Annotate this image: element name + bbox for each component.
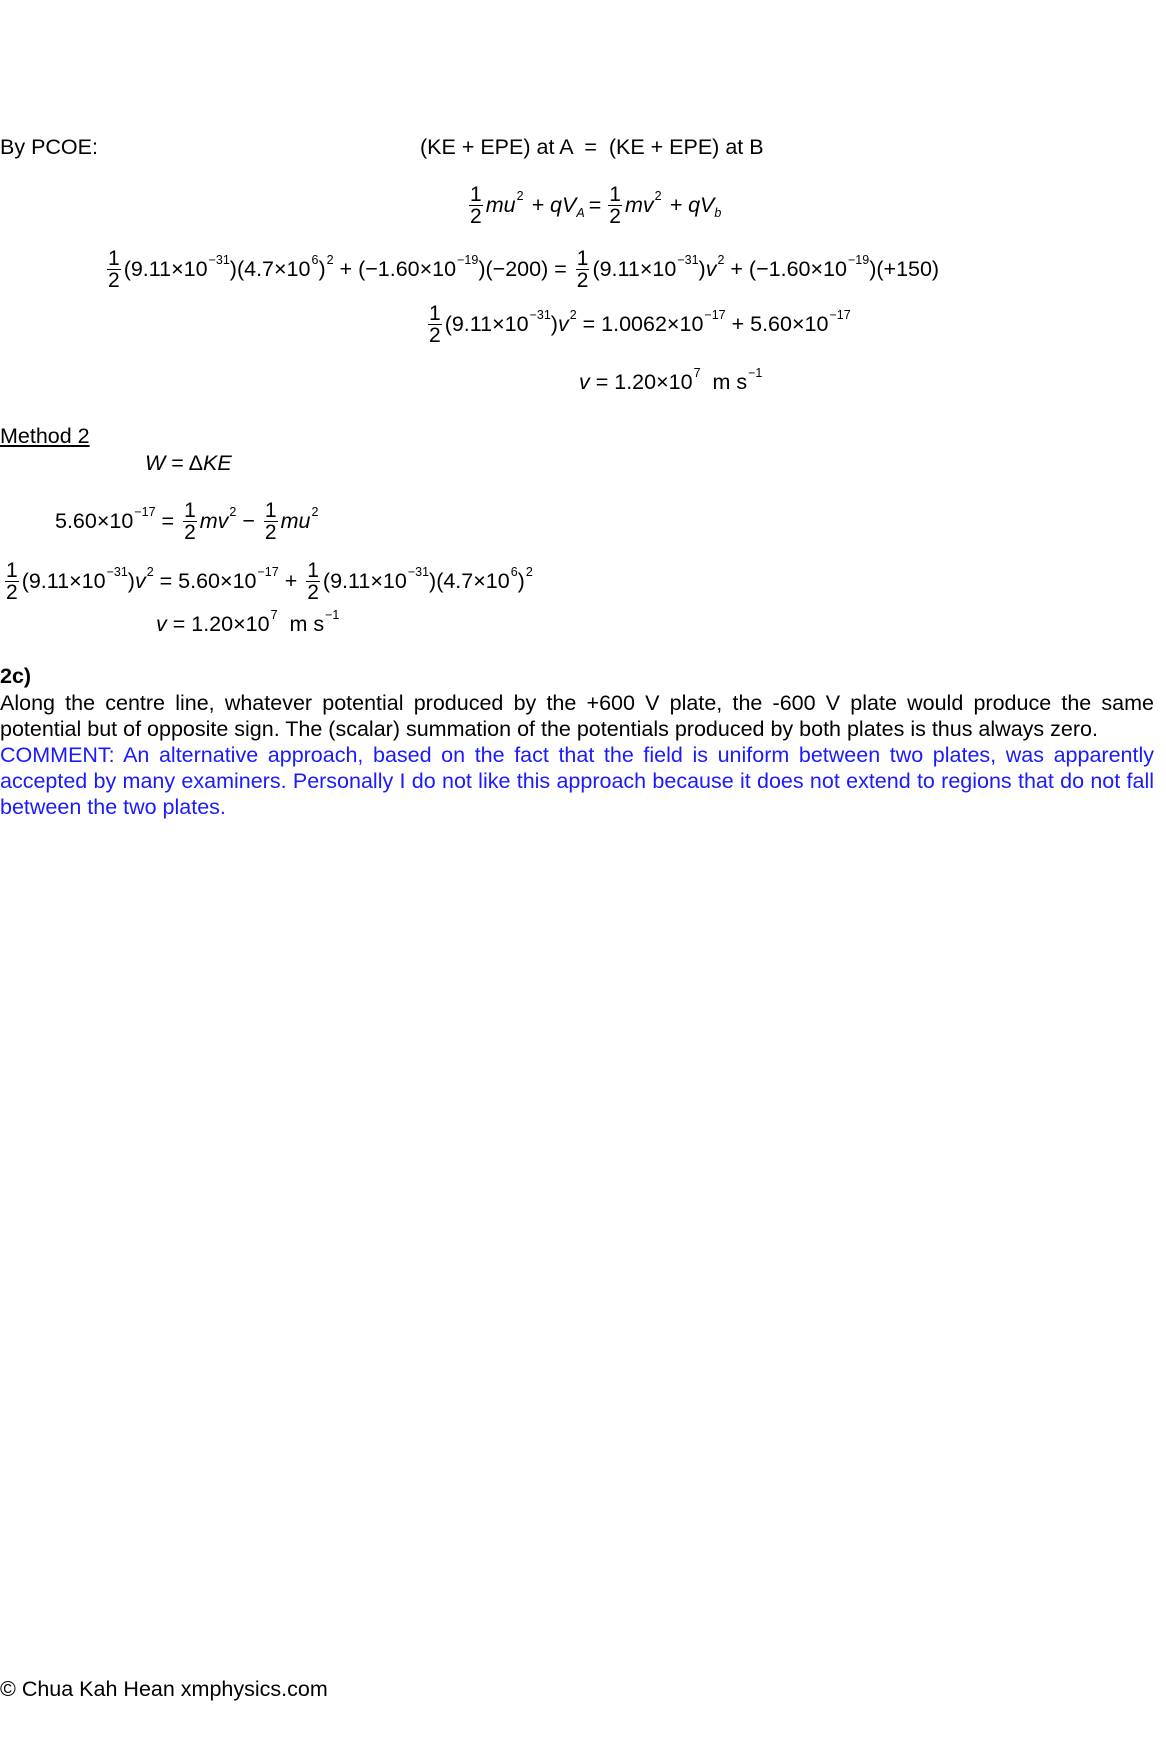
fraction-half: $\frac{1}{2}$ (6, 559, 18, 605)
fraction-half: $\frac{1}{2}$ (264, 499, 277, 545)
footer-copyright: © Chua Kah Hean xmphysics.com (0, 1677, 328, 1701)
pcoe-statement: (KE + EPE) at A = (KE + EPE) at B (420, 135, 764, 159)
fraction-half: $\frac{1}{2}$ (576, 247, 589, 293)
fraction-half: $\frac{1}{2}$ (470, 183, 482, 229)
method2-equation-1: W = Δ KE (145, 451, 232, 475)
fraction-half: $\frac{1}{2}$ (184, 499, 196, 545)
method2-equation-3: $\frac{1}{2}$ (9.11×10 $^{-31}$ ) v $^2$ = 5.60×10 $^{-17}$ + $\frac{1}{2}$ (9.11×10 $^{-31}$ )(4.7×10 $^6$ ) $^2$ (6, 559, 533, 605)
fraction-half: $\frac{1}{2}$ (429, 302, 441, 348)
fraction-half: $\frac{1}{2}$ (307, 559, 319, 605)
fraction-half: $\frac{1}{2}$ (108, 247, 120, 293)
method2-result: v = 1.20×10 $^7$ m s $^{-1}$ (156, 607, 340, 636)
fraction-half: $\frac{1}{2}$ (609, 183, 621, 229)
pcoe-equation-3: $\frac{1}{2}$ (9.11×10 $^{-31}$ ) v $^2$ = 1.0062×10 $^{-17}$ + 5.60×10 $^{-17}$ (429, 302, 851, 348)
pcoe-equation-1: $\frac{1}{2}$ mu $^2$ + qV $_A$ = $\frac{1}{2}$ mv $^2$ + qV $_b$ (470, 183, 722, 229)
part-2c-heading: 2c) (0, 664, 32, 688)
part-2c-comment: COMMENT: An alternative approach, based on the fact that the field is uniform between two plates, was apparently accepted by many examiners. Personally I do not like this approach because it does not extend to regions that do not fall between the two plates. (0, 743, 1154, 819)
method2-heading: Method 2 (0, 424, 90, 448)
pcoe-label: By PCOE: (0, 135, 98, 159)
method2-equation-2: 5.60×10 $^{-17}$ = $\frac{1}{2}$ mv $^2$ − $\frac{1}{2}$ mu $^2$ (55, 499, 319, 545)
part-2c-answer: Along the centre line, whatever potential produced by the +600 V plate, the -600 V plate would produce the same potential but of opposite sign. The (scalar) summation of the potentials produced by both plates is thus always zero. (0, 691, 1154, 741)
pcoe-result: v = 1.20×10 $^7$ m s $^{-1}$ (579, 365, 763, 394)
pcoe-equation-2: $\frac{1}{2}$ (9.11×10 $^{-31}$ )(4.7×10 $^6$ ) $^2$ + (−1.60×10 $^{-19}$ )(−200) = $\frac{1}{2}$ (9.11×10 $^{-31}$ ) v $^2$ + (−1.60×10 $^{-19}$ )(+150) (108, 247, 940, 293)
